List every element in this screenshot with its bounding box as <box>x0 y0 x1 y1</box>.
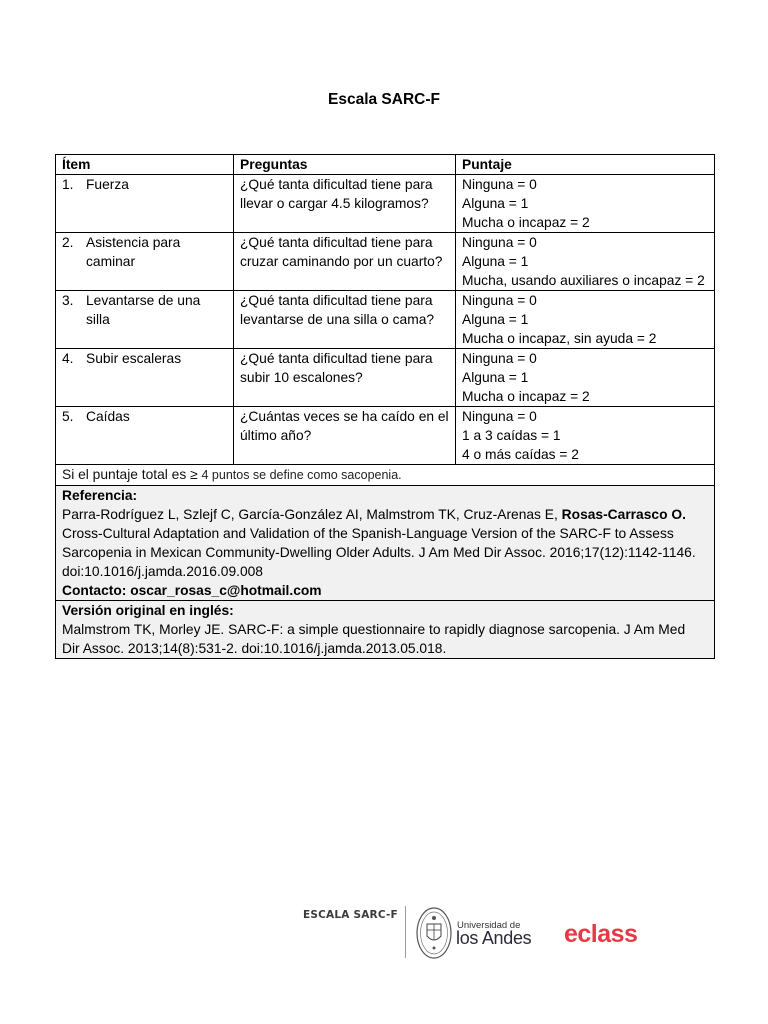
reference-text: Sarcopenia in Mexican Community-Dwelling Older Adults. J Am Med Dir Assoc. 2016;17(12):1142-1146. <box>62 545 696 560</box>
footer-divider <box>405 906 406 958</box>
score-cell <box>456 175 715 233</box>
table-row <box>56 407 715 465</box>
original-version-text: Dir Assoc. 2013;14(8):531-2. doi:10.1016/j.jamda.2013.05.018. <box>62 641 447 656</box>
contact-email: Contacto: oscar_rosas_c@hotmail.com <box>62 583 322 598</box>
item-number: 5. <box>62 409 74 424</box>
score-cell <box>456 233 715 291</box>
item-cell <box>56 349 234 407</box>
original-version-row <box>56 601 715 659</box>
score-cell <box>456 291 715 349</box>
score-option: 1 a 3 caídas = 1 <box>462 428 561 443</box>
question-text: ¿Qué tanta dificultad tiene para <box>240 351 433 366</box>
header-item: Ítem <box>56 155 234 175</box>
score-option: Ninguna = 0 <box>462 177 537 192</box>
score-option: Alguna = 1 <box>462 196 529 211</box>
score-option: Ninguna = 0 <box>462 235 537 250</box>
question-text: último año? <box>240 428 312 443</box>
reference-authors: Parra-Rodríguez L, Szlejf C, García-González AI, Malmstrom TK, Cruz-Arenas E, <box>62 507 562 522</box>
eclass-logo: eclass <box>564 920 638 948</box>
item-name: Caídas <box>86 409 130 424</box>
score-option: 4 o más caídas = 2 <box>462 447 579 462</box>
item-name: Levantarse de una <box>86 293 201 308</box>
item-number: 1. <box>62 177 74 192</box>
header-score: Puntaje <box>456 155 715 175</box>
item-name: Fuerza <box>86 177 129 192</box>
university-name-small: Universidad de <box>457 920 521 931</box>
score-option: Alguna = 1 <box>462 312 529 327</box>
question-text: cruzar caminando por un cuarto? <box>240 254 443 269</box>
item-name: Asistencia para <box>86 235 181 250</box>
question-text: ¿Qué tanta dificultad tiene para <box>240 235 433 250</box>
score-note-row <box>56 465 715 486</box>
item-name: Subir escaleras <box>86 351 182 366</box>
score-option: Mucha o incapaz, sin ayuda = 2 <box>462 331 657 346</box>
item-cell <box>56 175 234 233</box>
score-option: Ninguna = 0 <box>462 409 537 424</box>
item-number: 3. <box>62 293 74 308</box>
score-note-tail: 4 puntos se define como sacopenia. <box>201 468 402 482</box>
reference-row <box>56 486 715 601</box>
item-number: 4. <box>62 351 74 366</box>
question-text: ¿Qué tanta dificultad tiene para <box>240 293 433 308</box>
score-cell <box>456 407 715 465</box>
question-text: ¿Cuántas veces se ha caído en el <box>240 409 449 424</box>
question-text: levantarse de una silla o cama? <box>240 312 435 327</box>
item-name: silla <box>86 312 110 327</box>
header-questions: Preguntas <box>234 155 456 175</box>
score-option: Mucha, usando auxiliares o incapaz = 2 <box>462 273 705 288</box>
document-title: Escala SARC-F <box>328 91 440 108</box>
footer-label: ESCALA SARC-F <box>303 909 398 921</box>
score-cell <box>456 349 715 407</box>
item-cell <box>56 291 234 349</box>
score-option: Alguna = 1 <box>462 254 529 269</box>
question-text: ¿Qué tanta dificultad tiene para <box>240 177 433 192</box>
original-version-cell <box>56 601 715 659</box>
table-row <box>56 291 715 349</box>
reference-label: Referencia: <box>62 488 138 503</box>
question-cell <box>234 175 456 233</box>
item-name: caminar <box>86 254 136 269</box>
table-row <box>56 233 715 291</box>
item-cell <box>56 407 234 465</box>
university-seal-icon <box>415 906 453 960</box>
score-option: Mucha o incapaz = 2 <box>462 389 590 404</box>
score-option: Mucha o incapaz = 2 <box>462 215 590 230</box>
university-name-big: los Andes <box>456 928 532 948</box>
reference-cell <box>56 486 715 601</box>
table-row <box>56 175 715 233</box>
reference-text: Cross-Cultural Adaptation and Validation of the Spanish-Language Version of the SARC-F to Assess <box>62 526 674 541</box>
score-option: Ninguna = 0 <box>462 351 537 366</box>
score-option: Ninguna = 0 <box>462 293 537 308</box>
reference-doi: doi:10.1016/j.jamda.2016.09.008 <box>62 564 263 579</box>
question-text: subir 10 escalones? <box>240 370 363 385</box>
table-row <box>56 349 715 407</box>
item-number: 2. <box>62 235 74 250</box>
question-text: llevar o cargar 4.5 kilogramos? <box>240 196 429 211</box>
page-footer <box>300 904 680 964</box>
item-cell <box>56 233 234 291</box>
question-cell <box>234 291 456 349</box>
score-note-head: Si el puntaje total es ≥ <box>62 467 202 482</box>
original-version-text: Malmstrom TK, Morley JE. SARC-F: a simple questionnaire to rapidly diagnose sarcopenia. J Am Med <box>62 622 686 637</box>
reference-author-bold: Rosas-Carrasco O. <box>561 507 686 522</box>
score-note <box>56 465 715 486</box>
table-header-row <box>56 155 715 175</box>
question-cell <box>234 407 456 465</box>
sarc-f-table <box>55 154 715 659</box>
question-cell <box>234 349 456 407</box>
score-option: Alguna = 1 <box>462 370 529 385</box>
question-cell <box>234 233 456 291</box>
original-version-label: Versión original en inglés: <box>62 603 234 618</box>
